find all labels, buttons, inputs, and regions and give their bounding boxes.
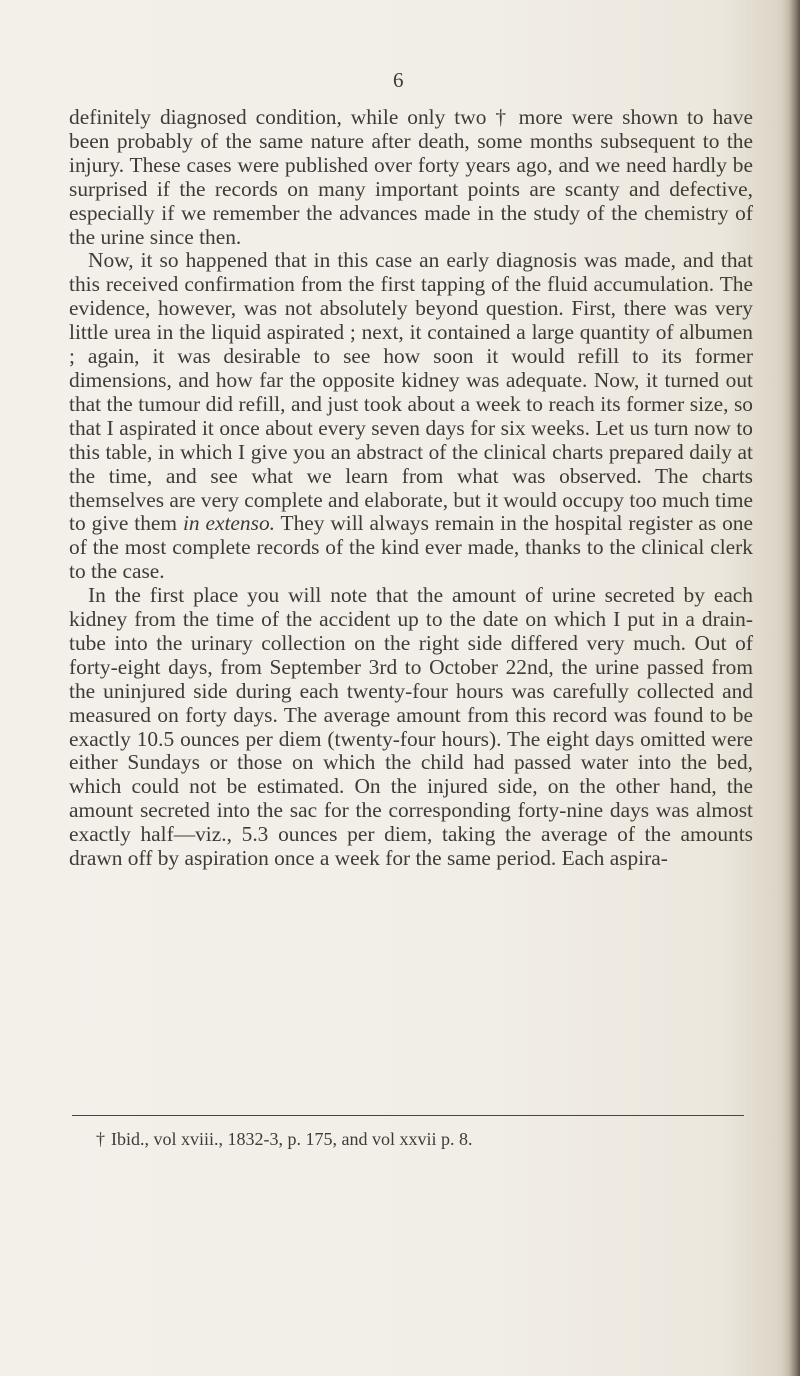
footnote-marker: † — [96, 1129, 105, 1149]
italic-phrase: in extenso. — [182, 511, 275, 536]
paragraph-2 — [69, 249, 753, 584]
page-number: 6 — [393, 68, 404, 92]
footnote — [96, 1128, 473, 1150]
page-edge-shadow — [782, 0, 800, 1376]
footnote-divider — [72, 1115, 744, 1116]
paragraph-2-tail: They will always remain in the hospital register as one of the most complete records of the kind ever made, thanks to the clinical clerk to the case. — [69, 511, 753, 584]
paragraph-2-text: Now, it so happened that in this case an early diagnosis was made, and that this received confirmation from the first tapping of the fluid accumulation. The evidence, however, was not absolutely beyond question. First, there was very little urea in the liquid aspirated ; next, it contained a large quantity of albumen ; again, it was desirable to see how soon it would refill to its former dimensions, and how far the opposite kidney was adequate. Now, it turned out that the tumour did refill, and just took about a week to reach its former size, so that I aspirated it once about every seven days for six weeks. Let us turn now to this table, in which I give you an abstract of the clinical charts prepared daily at the time, and see what we learn from what was observed. The charts themselves are very complete and elaborate, but it would occupy too much time to give them — [69, 248, 753, 536]
paragraph-1: definitely diagnosed condition, while only two † more were shown to have been probably of the same nature after death, some months subsequent to the injury. These cases were published over forty years ago, and we need hardly be surprised if the records on many important points are scanty and defective, especially if we remember the advances made in the study of the chemistry of the urine since then. — [69, 105, 753, 249]
footnote-text: Ibid., vol xviii., 1832-3, p. 175, and vol xxvii p. 8. — [111, 1129, 473, 1149]
body-text — [69, 106, 753, 871]
paragraph-3: In the first place you will note that the amount of urine secreted by each kidney from the time of the accident up to the date on which I put in a drain-tube into the urinary collection on the right side differed very much. Out of forty-eight days, from September 3rd to October 22nd, the urine passed from the uninjured side during each twenty-four hours was carefully collected and measured on forty days. The average amount from this record was found to be exactly 10.5 ounces per diem (twenty-four hours). The eight days omitted were either Sundays or those on which the child had passed water into the bed, which could not be estimated. On the injured side, on the other hand, the amount secreted into the sac for the corresponding forty-nine days was almost exactly half—viz., 5.3 ounces per diem, taking the average of the amounts drawn off by aspiration once a week for the same period. Each aspira- — [69, 583, 753, 871]
